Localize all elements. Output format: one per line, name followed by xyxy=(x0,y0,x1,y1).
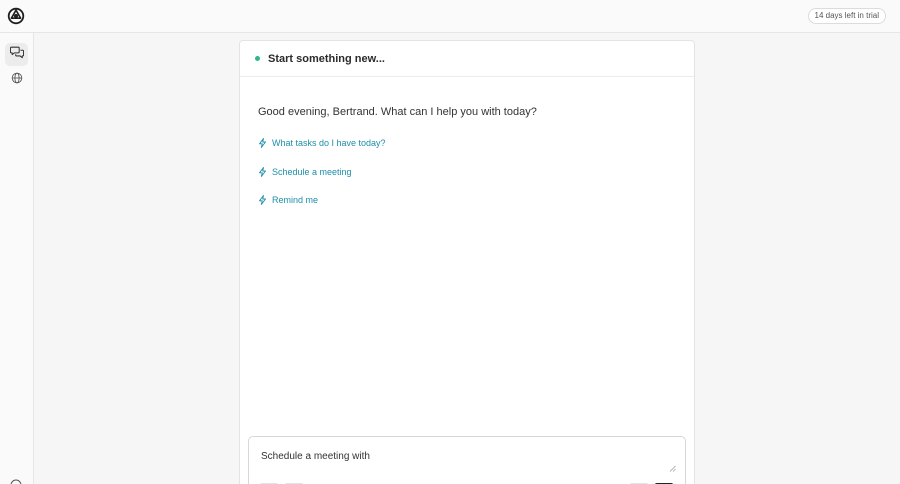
globe-icon xyxy=(10,71,24,90)
suggestion-label: Remind me xyxy=(272,195,319,205)
resize-grip-icon[interactable] xyxy=(669,465,676,472)
message-input[interactable] xyxy=(261,451,641,462)
message-composer xyxy=(248,436,686,484)
chat-bubbles-icon xyxy=(10,45,24,64)
sidebar-item-chats[interactable] xyxy=(5,43,28,66)
greeting-message: Good evening, Bertrand. What can I help you with today? xyxy=(258,106,537,118)
suggestion-schedule-meeting[interactable] xyxy=(258,165,352,179)
top-bar xyxy=(0,0,900,33)
suggestion-tasks-today[interactable] xyxy=(258,136,386,150)
sidebar-item-web[interactable] xyxy=(5,69,28,92)
sidebar xyxy=(0,33,34,484)
lightning-bolt-icon xyxy=(258,138,267,148)
status-dot xyxy=(255,56,260,61)
suggestion-remind-me[interactable] xyxy=(258,193,318,207)
lightning-bolt-icon xyxy=(258,167,267,177)
trial-badge[interactable]: 14 days left in trial xyxy=(808,8,886,24)
help-icon[interactable] xyxy=(10,478,22,484)
lightning-bolt-icon xyxy=(258,195,267,205)
suggestion-label: What tasks do I have today? xyxy=(272,138,386,148)
suggestion-label: Schedule a meeting xyxy=(272,167,352,177)
panel-header xyxy=(240,41,694,77)
chat-panel xyxy=(239,40,695,484)
app-logo-icon[interactable] xyxy=(7,7,25,25)
panel-title: Start something new... xyxy=(268,52,385,65)
